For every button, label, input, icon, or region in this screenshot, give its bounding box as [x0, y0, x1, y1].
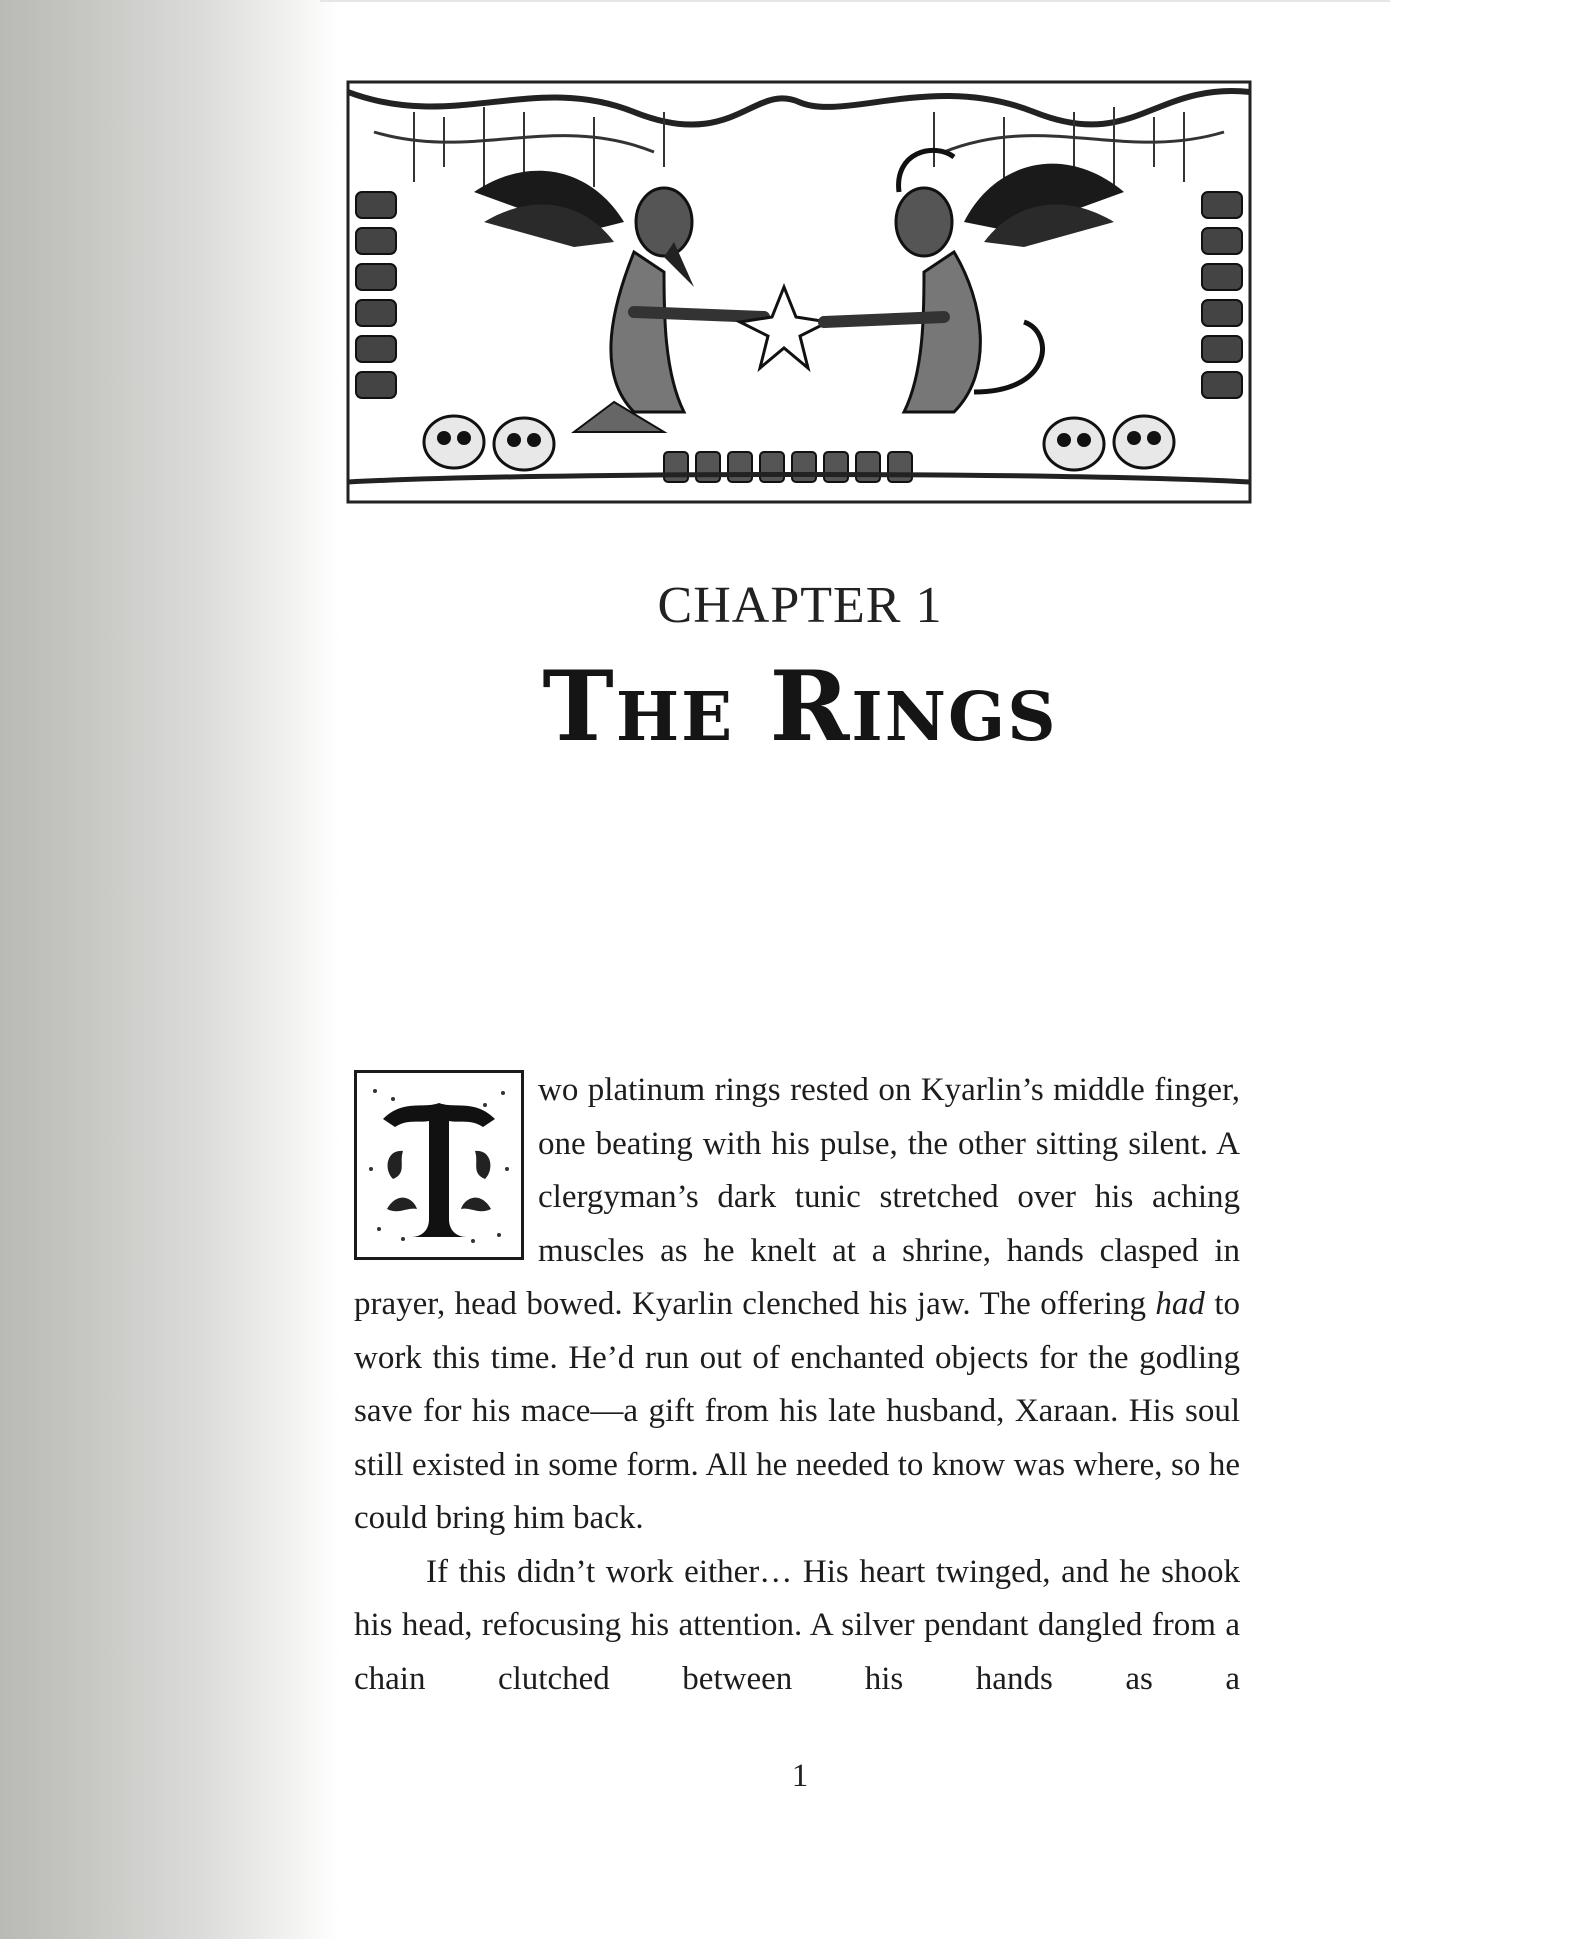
page-gutter-shadow — [0, 0, 340, 1939]
page-top-edge — [320, 0, 1390, 2]
chapter-title: The Rings — [542, 650, 1058, 763]
body-text — [354, 1064, 1240, 1706]
paragraph-2: If this didn’t work either… His heart twinged, and he shook his head, refocusing his attention. A silver pendant dangled from a chain clutched between his hands as a — [354, 1553, 1240, 1697]
page-number: 1 — [791, 1758, 809, 1794]
chapter-header-illustration-icon — [334, 72, 1264, 522]
chapter-number: CHAPTER 1 — [657, 577, 943, 634]
paragraph-1: wo platinum rings rested on Kyarlin’s middle finger, one beating with his pulse, the other sitting silent. A clergyman’s dark tunic stretched over his aching muscles as he knelt at a shrine, hands clasped in prayer, head bowed. Kyarlin clenched his jaw. The offering had to work this time. He’d run out of enchanted objects for the godling save for his mace—a gift from his late husband, Xaraan. His soul still existed in some form. All he needed to know was where, so he could bring him back. — [354, 1072, 1240, 1536]
ornate-drop-cap-icon — [354, 1070, 524, 1260]
